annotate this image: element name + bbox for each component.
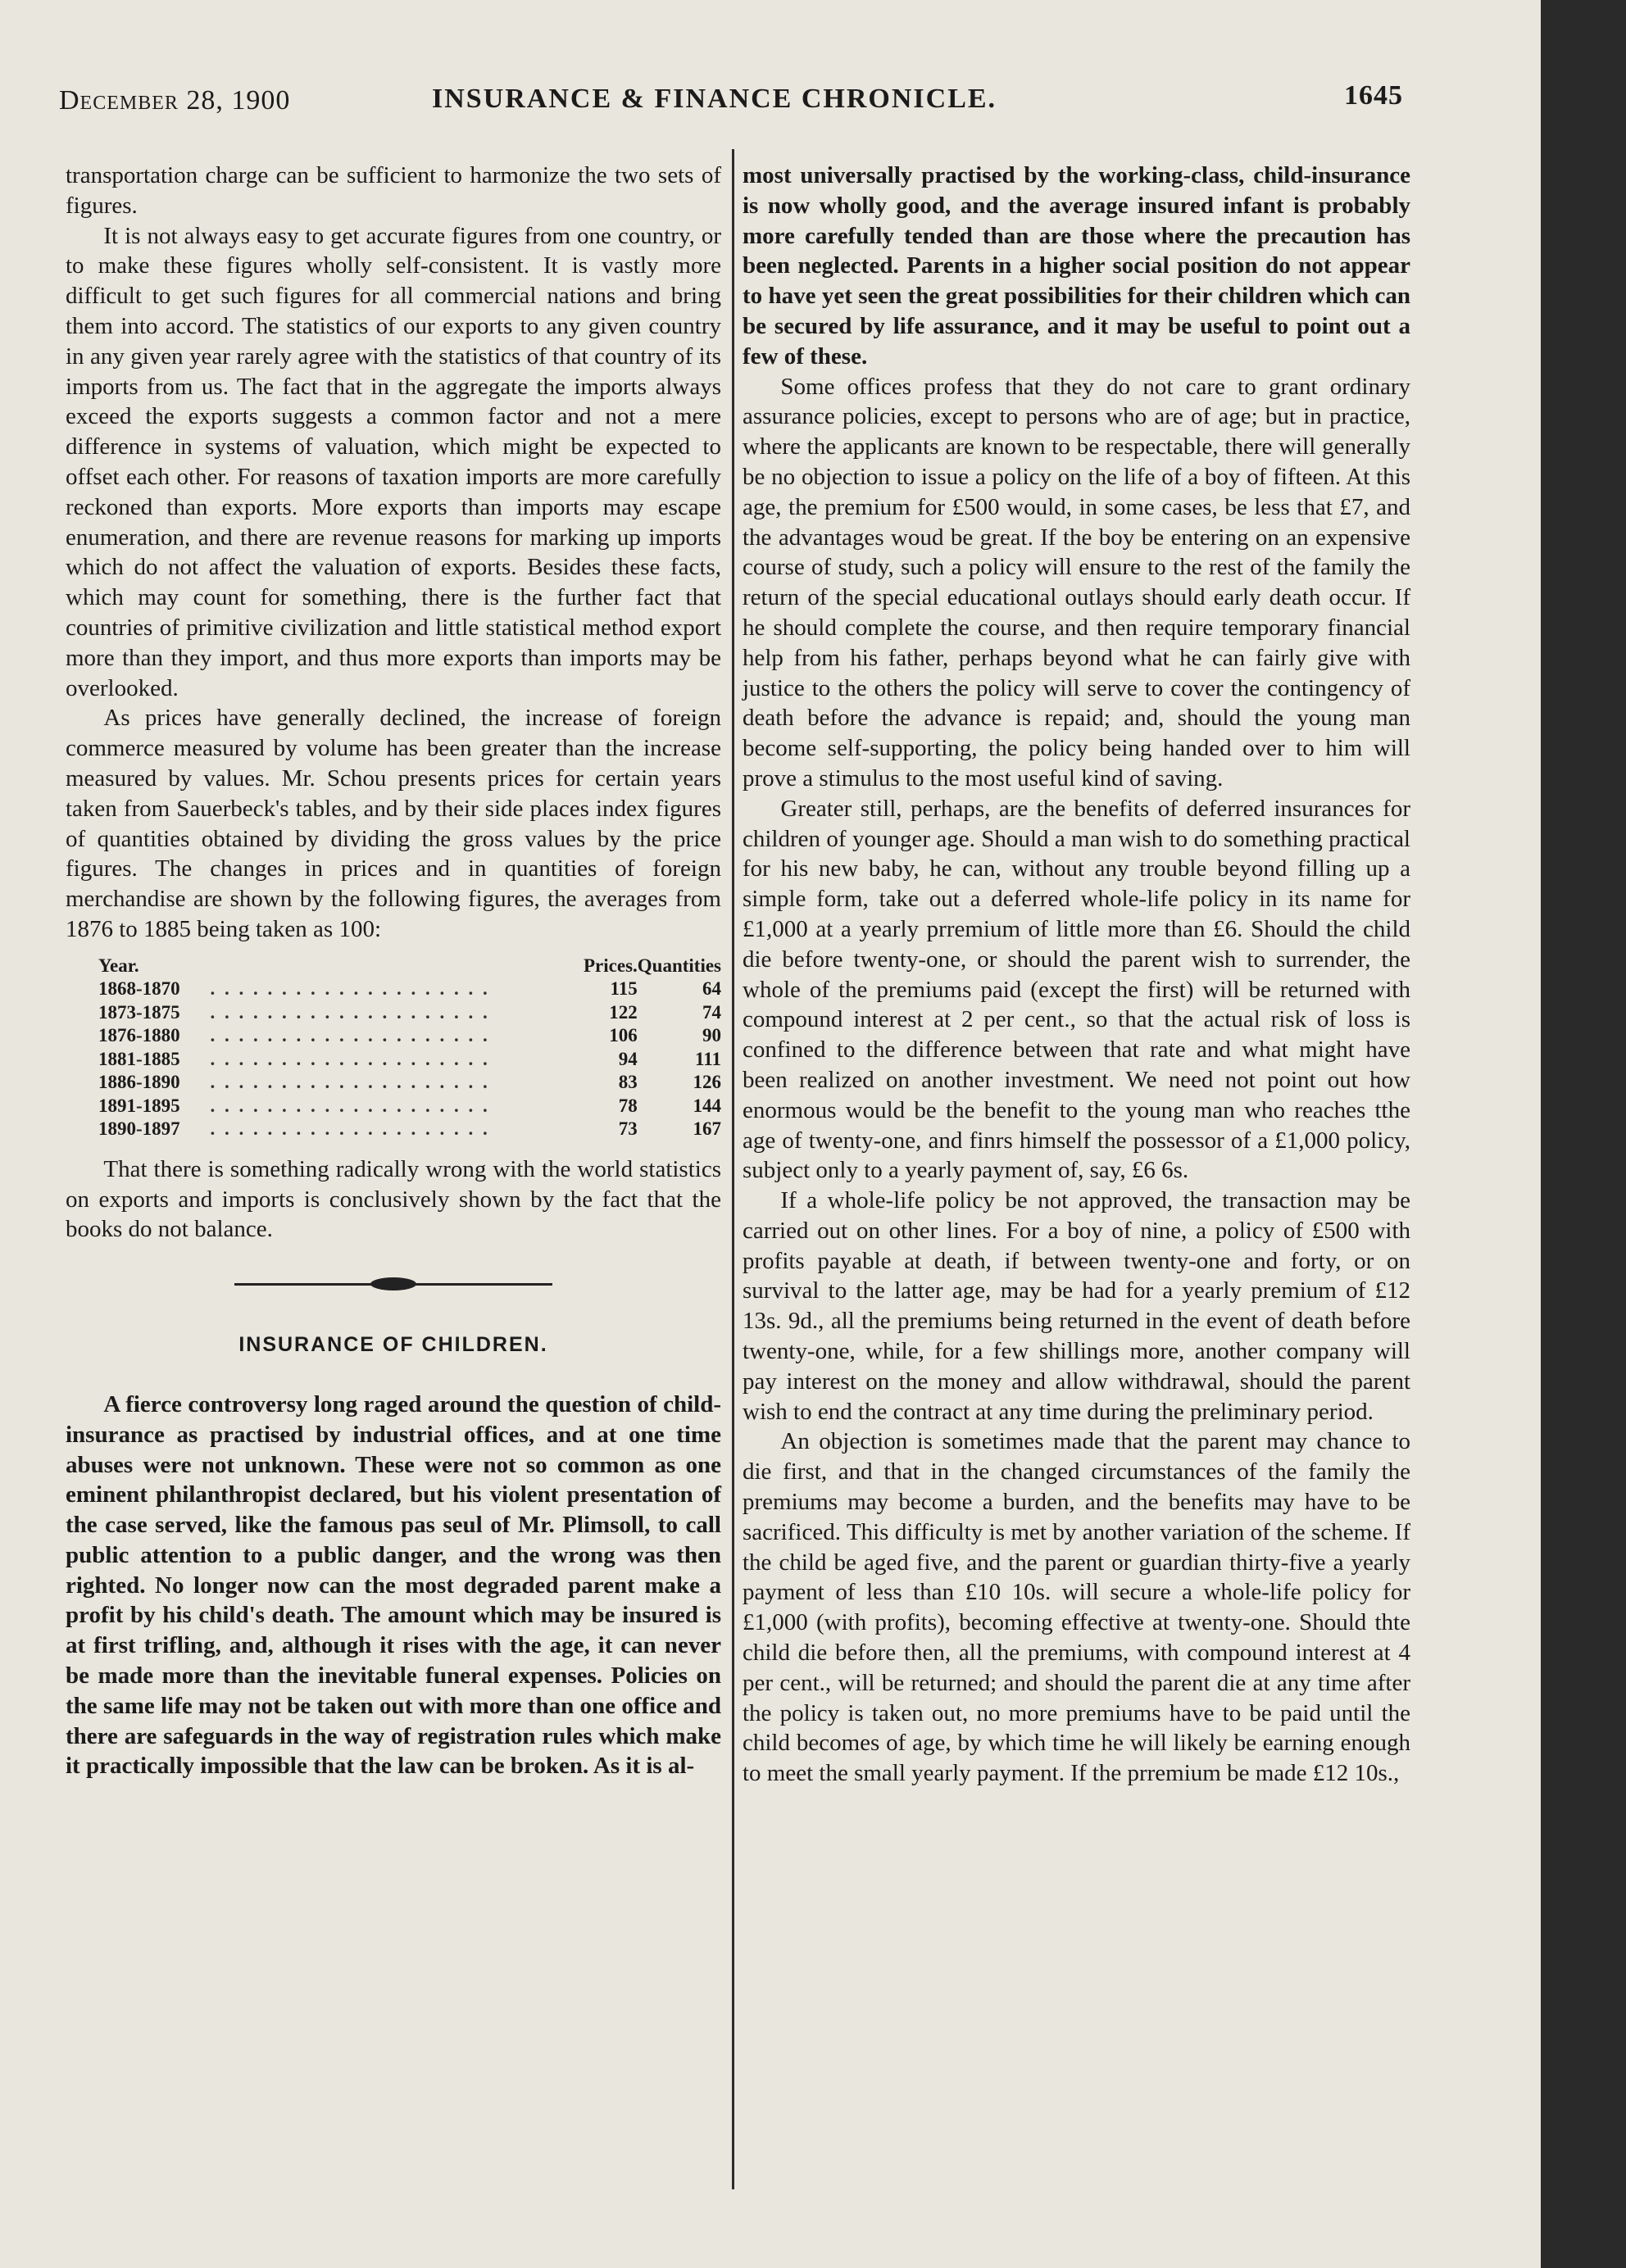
table-cell-year: 1881-1885 [98,1048,180,1069]
table-row: 1873-1875 . . . . . . . . . . . . . . . . . . . . 122 74 [66,1001,721,1025]
table-cell-quantities: 64 [702,978,721,1000]
left-paragraph-3: As prices have generally declined, the increase of foreign commerce measured by volume has been greater than the increase measured by values. Mr. Schou presents prices for certain years taken from Sauerbeck's tables, and by their side places index figures of quantities obtained by dividing the gross values by the price figures. The changes in prices and in quantities of foreign merchandise are shown by the following figures, the averages from 1876 to 1885 being taken as 100: [66,705,721,942]
header-date: December 28, 1900 [59,85,291,116]
table-header-year: Year. [98,955,139,976]
table-cell-quantities: 167 [693,1118,721,1140]
page-edge-background [1541,0,1626,2268]
table-cell-quantities: 144 [693,1095,721,1116]
right-column [743,161,1410,1789]
left-paragraph-4: That there is something radically wrong with the world statistics on exports and imports is conclusively shown by the fact that the books do not balance. [66,1155,721,1243]
price-quantity-table [66,955,721,1141]
table-header-prices: Prices. [584,955,638,976]
table-cell-prices: 73 [618,1118,638,1140]
table-row: 1881-1885 . . . . . . . . . . . . . . . . . . . . 94 111 [66,1048,721,1072]
table-cell-year: 1873-1875 [98,1001,180,1023]
right-paragraph-5: An objection is sometimes made that the parent may chance to die first, and that in the changed circumstances of the family the premiums may become a burden, and the benefits may have to be sacrificed. This difficulty is met by another variation of the scheme. If the child be aged five, and the parent or guardian thirty-five a yearly payment of less than £10 10s. will secure a whole-life policy for £1,000 (with profits), becoming effective at twenty-one. Should thte child die before then, all the premiums, with compound interest at 4 per cent., will be returned; and should the parent die at any time after the policy is taken out, no more premiums have to be paid until the child becomes of age, by which time he will likely be earning enough to meet the small yearly payment. If the prremium be made £12 10s., [743,1428,1410,1787]
table-cell-prices: 78 [618,1095,638,1116]
page-header [59,80,1403,121]
table-cell-year: 1886-1890 [98,1072,180,1093]
table-header-row [66,955,721,978]
right-paragraph-1: most universally practised by the working-class, child-insurance is now wholly good, and the average insured infant is probably more carefully tended than are those where the precaution has been neglected. Parents in a higher social position do not appear to have yet seen the great possibilities for their children which can be secured by life assurance, and it may be useful to point out a few of these. [743,162,1410,370]
table-cell-prices: 83 [618,1072,638,1093]
table-cell-quantities: 90 [702,1025,721,1046]
table-row: 1890-1897 . . . . . . . . . . . . . . . . . . . . 73 167 [66,1118,721,1141]
table-cell-year: 1890-1897 [98,1118,180,1140]
left-paragraph-1: transportation charge can be sufficient to harmonize the two sets of figures. [66,162,721,219]
table-row: 1891-1895 . . . . . . . . . . . . . . . . . . . . 78 144 [66,1095,721,1118]
header-page-number: 1645 [1344,80,1403,111]
table-cell-quantities: 126 [693,1072,721,1093]
table-row: 1876-1880 . . . . . . . . . . . . . . . . . . . . 106 90 [66,1024,721,1048]
column-divider [732,149,734,2189]
table-cell-prices: 122 [609,1001,638,1023]
table-cell-prices: 115 [610,978,638,1000]
right-paragraph-4: If a whole-life policy be not approved, the transaction may be carried out on other lines. For a boy of nine, a policy of £500 with profits payable at death, if between twenty-one and forty, or on survival to the latter age, may be had for a yearly premium of £12 13s. 9d., all the premiums being returned in the event of death before twenty-one, while, for a few shillings more, another company will pay interest on the money and allow withdrawal, should the parent wish to end the contract at any time during the preliminary period. [743,1187,1410,1425]
header-journal-title: INSURANCE & FINANCE CHRONICLE. [432,84,997,114]
left-column [66,161,721,1781]
right-paragraph-3: Greater still, perhaps, are the benefits of deferred insurances for children of younger age. Should a man wish to do something practical for his new baby, he can, without any trouble beyond filling up a simple form, take out a deferred whole-life policy in its name for £1,000 at a yearly prremium of little more than £6. Should the child die before twenty-one, or should the parent wish to surrender, the whole of the premiums paid (except the first) will be returned with compound interest at 2 per cent., so that the actual risk of loss is confined to the difference between that rate and what might have been realized on another investment. We need not point out how enormous would be the benefit to the young man who reaches tthe age of twenty-one, and finrs himself the possessor of a £1,000 policy, subject only to a yearly payment of, say, £6 6s. [743,795,1410,1184]
table-row: 1868-1870 . . . . . . . . . . . . . . . . . . . . 115 64 [66,978,721,1001]
section-title: INSURANCE OF CHILDREN. [238,1333,548,1357]
left-paragraph-2: It is not always easy to get accurate figures from one country, or to make these figures wholly self-consistent. It is vastly more difficult to get such figures for all commercial nations and bring them into accord. The statistics of our exports to any given country in any given year rarely agree with the statistics of that country of its imports from us. The fact that in the aggregate the imports always exceed the exports suggests a common factor and not a mere difference in systems of valuation, which might be expected to offset each other. For reasons of taxation imports are more carefully reckoned than exports. More exports than imports may escape enumeration, and there are revenue reasons for marking up imports which do not affect the valuation of exports. Besides these facts, which may count for something, there is the further fact that countries of primitive civilization and little statistical method export more than they import, and thus more exports than imports may be overlooked. [66,222,721,701]
table-cell-quantities: 111 [695,1048,721,1069]
table-cell-prices: 106 [609,1025,638,1046]
table-row: 1886-1890 . . . . . . . . . . . . . . . . . . . . 83 126 [66,1071,721,1095]
section-divider-ornament [66,1274,721,1294]
table-cell-year: 1891-1895 [98,1095,180,1116]
table-cell-year: 1876-1880 [98,1025,180,1046]
table-cell-year: 1868-1870 [98,978,180,1000]
table-header-quantities: Quantities [637,955,721,976]
table-cell-prices: 94 [618,1048,638,1069]
table-cell-quantities: 74 [702,1001,721,1023]
right-paragraph-2: Some offices profess that they do not care to grant ordinary assurance policies, except to persons who are of age; but in practice, where the applicants are known to be respectable, there will generally be no objection to issue a policy on the life of a boy of fifteen. At this age, the premium for £500 would, in some cases, be less that £7, and the advantages woud be great. If the boy be entering on an expensive course of study, such a policy will ensure to the rest of the family the return of the special educational outlays should early death occur. If he should complete the course, and then require temporary financial help from his father, perhaps beyond what he can fairly give with justice to the others the policy will serve to cover the contingency of death before the advance is repaid; and, should the young man become self-supporting, the policy being handed over to him will prove a stimulus to the most useful kind of saving. [743,373,1410,792]
left-paragraph-5: A fierce controversy long raged around the question of child-insurance as practised by industrial offices, and at one time abuses were not unknown. These were not so common as one eminent philanthropist declared, but his violent presentation of the case served, like the famous pas seul of Mr. Plimsoll, to call public attention to a public danger, and the wrong was then righted. No longer now can the most degraded parent make a profit by his child's death. The amount which may be insured is at first trifling, and, although it rises with the age, it can never be made more than the inevitable funeral expenses. Policies on the same life may not be taken out with more than one office and there are safeguards in the way of registration rules which make it practically impossible that the law can be broken. As it is al- [66,1390,721,1780]
